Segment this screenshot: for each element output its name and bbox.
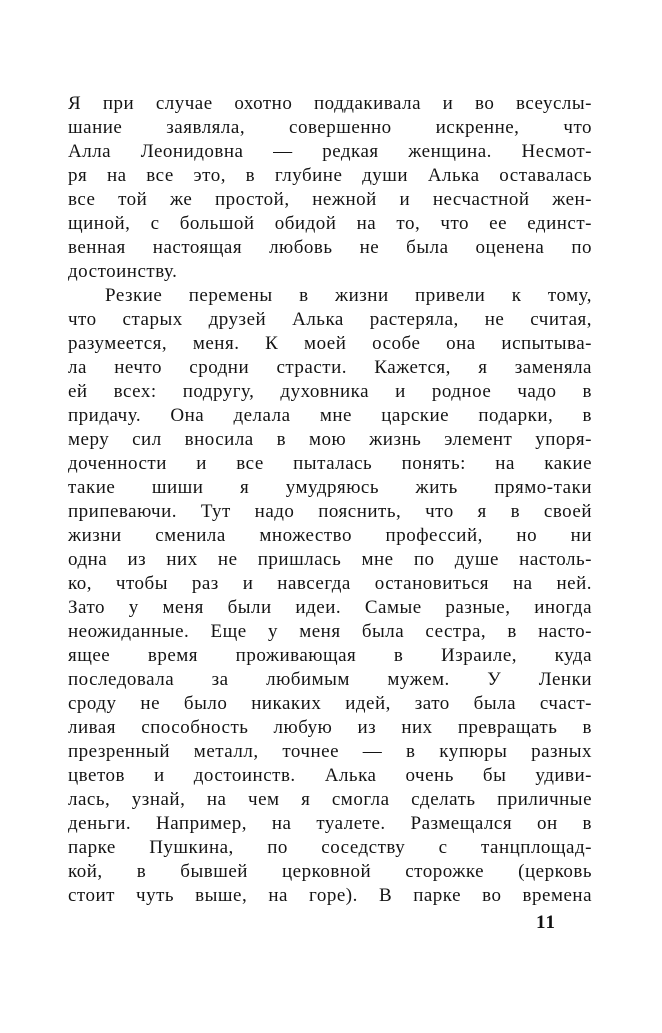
text-line: все той же простой, нежной и несчастной жен- bbox=[68, 189, 592, 210]
text-line: что старых друзей Алька растеряла, не считая, bbox=[68, 309, 592, 330]
text-line: разумеется, меня. К моей особе она испытыва- bbox=[68, 333, 592, 354]
text-line: деньги. Например, на туалете. Размещался он в bbox=[68, 813, 592, 834]
text-line: ря на все это, в глубине души Алька оставалась bbox=[68, 165, 592, 186]
text-line: придачу. Она делала мне царские подарки, в bbox=[68, 405, 592, 426]
text-line: цветов и достоинств. Алька очень бы удиви- bbox=[68, 765, 592, 786]
paragraph bbox=[68, 284, 592, 908]
paragraph bbox=[68, 92, 592, 284]
text-line: такие шиши я умудряюсь жить прямо-таки bbox=[68, 477, 592, 498]
text-line: доченности и все пыталась понять: на какие bbox=[68, 453, 592, 474]
text-line: ла нечто сродни страсти. Кажется, я заменяла bbox=[68, 357, 592, 378]
text-line: жизни сменила множество профессий, но ни bbox=[68, 525, 592, 546]
text-line: Зато у меня были идеи. Самые разные, иногда bbox=[68, 597, 592, 618]
text-line: венная настоящая любовь не была оценена по bbox=[68, 237, 592, 258]
text-line: презренный металл, точнее — в купюры разных bbox=[68, 741, 592, 762]
text-line: последовала за любимым мужем. У Ленки bbox=[68, 669, 592, 690]
text-line: лась, узнай, на чем я смогла сделать приличные bbox=[68, 789, 592, 810]
text-line: Я при случае охотно поддакивала и во всеуслы- bbox=[68, 93, 592, 114]
text-line: ей всех: подругу, духовника и родное чадо в bbox=[68, 381, 592, 402]
page-text bbox=[68, 92, 592, 908]
text-line: достоинству. bbox=[68, 261, 178, 282]
text-line: одна из них не пришлась мне по душе настоль- bbox=[68, 549, 592, 570]
text-line: парке Пушкина, по соседству с танцплощад- bbox=[68, 837, 592, 858]
text-line: стоит чуть выше, на горе). В парке во времена bbox=[68, 885, 592, 906]
text-line: припеваючи. Тут надо пояснить, что я в своей bbox=[68, 501, 592, 522]
text-line: щиной, с большой обидой на то, что ее единст- bbox=[68, 213, 592, 234]
page-number: 11 bbox=[536, 912, 556, 933]
text-line: сроду не было никаких идей, зато была счаст- bbox=[68, 693, 592, 714]
text-line: ко, чтобы раз и навсегда остановиться на ней. bbox=[68, 573, 592, 594]
text-line: ящее время проживающая в Израиле, куда bbox=[68, 645, 592, 666]
text-line: Резкие перемены в жизни привели к тому, bbox=[105, 285, 592, 306]
text-line: ливая способность любую из них превращать в bbox=[68, 717, 592, 738]
text-line: кой, в бывшей церковной сторожке (церковь bbox=[68, 861, 592, 882]
text-line: меру сил вносила в мою жизнь элемент упоря- bbox=[68, 429, 592, 450]
text-line: шание заявляла, совершенно искренне, что bbox=[68, 117, 592, 138]
text-line: неожиданные. Еще у меня была сестра, в насто- bbox=[68, 621, 592, 642]
text-line: Алла Леонидовна — редкая женщина. Несмот- bbox=[68, 141, 592, 162]
